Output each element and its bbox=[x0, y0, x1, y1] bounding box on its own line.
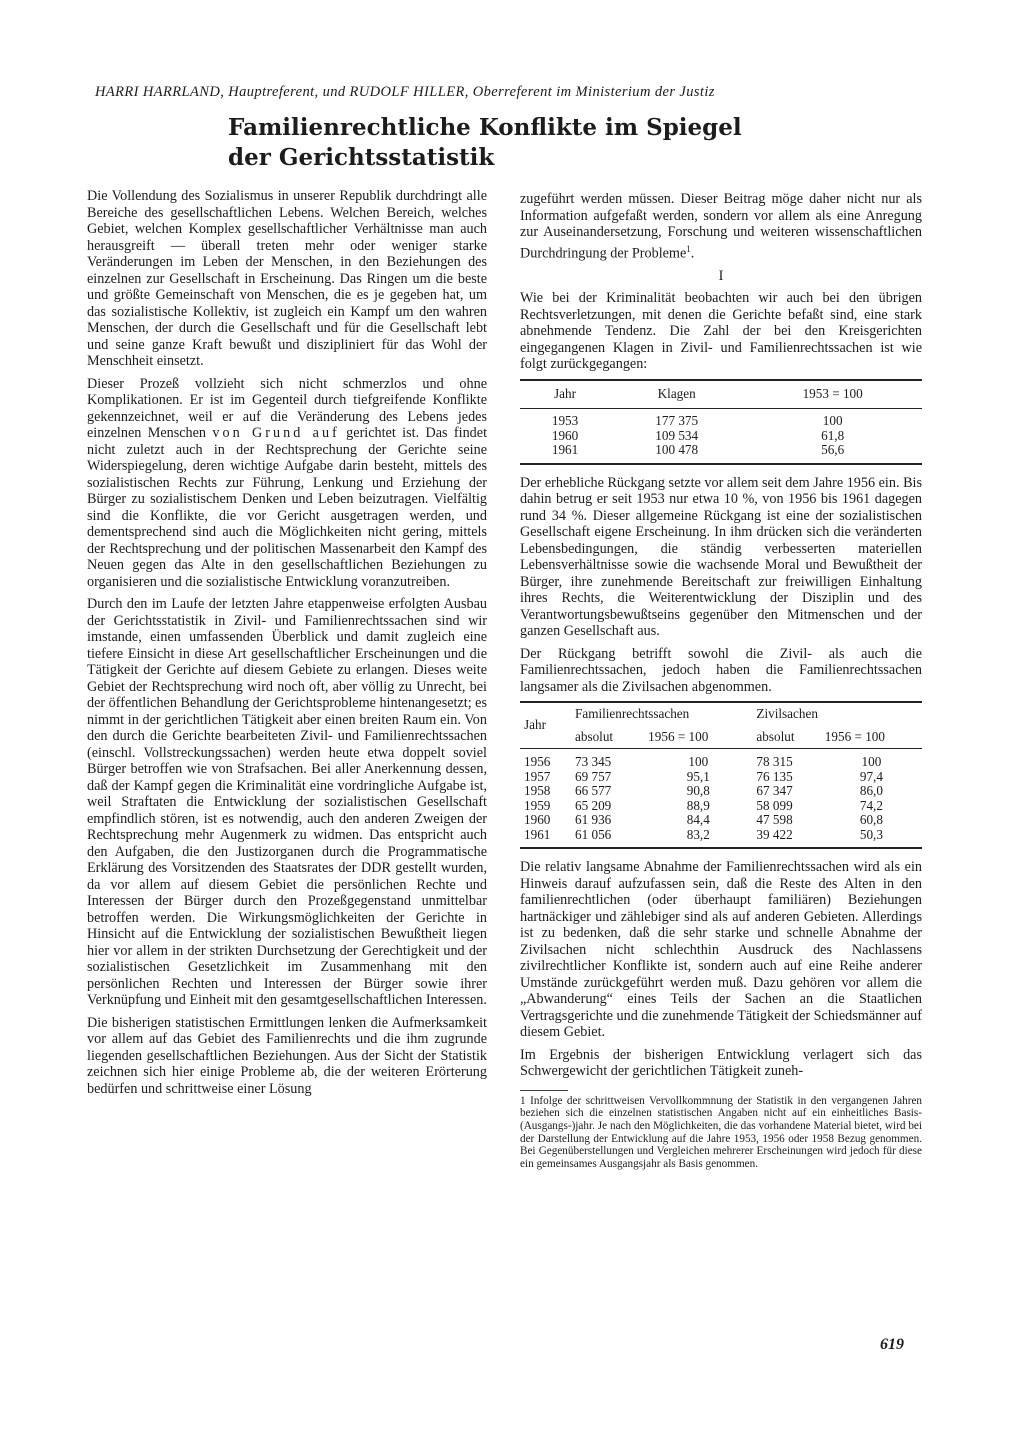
table-row bbox=[520, 770, 922, 785]
table-subheader: 1956 = 100 bbox=[648, 728, 709, 744]
table-cell: 61 936 bbox=[575, 812, 612, 828]
paragraph: Die relativ langsame Abnahme der Familienrechtssachen wird als ein Hinweis darauf aufzufassen sein, daß die Reste des Alten in den familienrechtlichen (oder überhaupt familiären) Beziehungen hartnäckiger und zählebiger sind als auf anderen Gebieten. Allerdings ist zu bedenken, daß die sehr starke und schnelle Abnahme der Zivilsachen nicht schlechthin Ausdruck des Nachlassens zivilrechtlicher Konflikte ist, sondern auch auf eine Reihe anderer Umstände zurückgeführt werden muß. Dazu gehören vor allem die „Abwanderung“ eines Teils der Sachen an die Staatlichen Vertragsgerichte und die zunehmende Tätigkeit der Schiedsmänner auf diesem Gebiet. bbox=[520, 859, 922, 1041]
paragraph: Der erhebliche Rückgang setzte vor allem seit dem Jahre 1956 ein. Bis dahin betrug er seit 1953 nur etwa 10 %, von 1956 bis 1961 dagegen rund 34 %. Dieser allgemeine Rückgang ist eine der sozialistischen Gesellschaft eigene Erscheinung. In ihm drücken sich die veränderten Lebensbedingungen, die ständig verbesserten materiellen Lebensverhältnisse sowie die wachsende Moral und Bewußtheit der Bürger, ihre zunehmende Bereitschaft zur freiwilligen Einhaltung ihres Rechts, die Weiterentwicklung der Disziplin und des Verantwortungsbewußtseins gegenüber den Mitmenschen und der ganzen Gesellschaft aus. bbox=[520, 474, 922, 640]
table-subheader: absolut bbox=[575, 728, 614, 744]
table-header: Familienrechtssachen bbox=[575, 706, 690, 722]
table-cell: 78 315 bbox=[756, 754, 793, 770]
table-cell: 1960 bbox=[524, 812, 551, 828]
section-heading: I bbox=[718, 267, 724, 284]
table-row bbox=[520, 443, 922, 464]
table-cell: 1960 bbox=[551, 427, 579, 443]
table-cell: 67 347 bbox=[756, 783, 793, 799]
footnote: 1 Infolge der schrittweisen Vervollkommnung der Statistik in den vergangenen Jahren beziehen sich die einzelnen statistischen Angaben nicht auf ein einheitliches Basis-(Ausgangs-)jahr. Je nach den Möglichkeiten, die das vorhandene Material bietet, wird bei der Darstellung der Entwicklung auf die Jahre 1953, 1956 oder 1958 Bezug genommen. Bei Gegenüberstellungen und Vergleichen mehrerer Erscheinungen wird jedoch für diese ein gemeinsames Ausgangsjahr als Basis genommen. bbox=[520, 1094, 922, 1170]
paragraph: Die bisherigen statistischen Ermittlungen lenken die Aufmerksamkeit vor allem auf das Gebiet des Familienrechts und die ihm zugrunde liegenden gesellschaftlichen Beziehungen. Aus der Sicht der Statistik zeichnen sich hier einige Probleme ab, die der weiteren Erörterung bedürfen und schrittweise einer Lösung bbox=[87, 1014, 487, 1097]
table-header: Klagen bbox=[657, 385, 696, 401]
title-line-2: der Gerichtsstatistik bbox=[228, 144, 495, 171]
table-header: Jahr bbox=[554, 385, 577, 401]
table-cell: 39 422 bbox=[756, 826, 793, 842]
title-line-1: Familienrechtliche Konflikte im Spiegel bbox=[228, 114, 742, 141]
table-cell: 69 757 bbox=[575, 768, 612, 784]
familien-zivil-table bbox=[520, 701, 922, 849]
paragraph-text: zugeführt werden müssen. Dieser Beitrag möge daher nicht nur als Information aufgefaßt werden, sondern vor allem als eine Anregung zur Auseinandersetzung, Forschung und weiteren wissenschaftlichen Durchdringung der Probleme bbox=[520, 191, 922, 262]
table-cell: 50,3 bbox=[859, 826, 883, 842]
table-cell: 61 056 bbox=[575, 826, 612, 842]
paragraph: Der Rückgang betrifft sowohl die Zivil- als auch die Familienrechtssachen, jedoch haben die Familienrechtssachen langsamer als die Zivilsachen abgenommen. bbox=[520, 645, 922, 695]
table-cell: 66 577 bbox=[575, 783, 612, 799]
table-cell: 97,4 bbox=[859, 768, 883, 784]
table-cell: 60,8 bbox=[859, 812, 883, 828]
paragraph bbox=[520, 191, 922, 262]
table-cell: 65 209 bbox=[575, 797, 612, 813]
right-column bbox=[520, 191, 922, 1176]
table-cell: 58 099 bbox=[756, 797, 793, 813]
table-cell: 100 bbox=[861, 754, 882, 770]
table-cell: 61,8 bbox=[821, 427, 845, 443]
table-header: Zivilsachen bbox=[756, 706, 818, 722]
footnote-divider bbox=[520, 1090, 568, 1091]
table-cell: 56,6 bbox=[821, 442, 845, 458]
table-subheader: 1956 = 100 bbox=[824, 728, 885, 744]
table-row bbox=[520, 749, 922, 770]
left-column bbox=[87, 188, 487, 1103]
table-header: Jahr bbox=[524, 717, 546, 733]
table-cell: 1956 bbox=[524, 754, 551, 770]
paragraph-text: . bbox=[690, 245, 695, 262]
table-cell: 47 598 bbox=[756, 812, 793, 828]
page-number: 619 bbox=[880, 1336, 904, 1353]
paragraph: Im Ergebnis der bisherigen Entwicklung verlagert sich das Schwergewicht der gerichtlichen Tätigkeit zuneh- bbox=[520, 1046, 922, 1080]
table-cell: 88,9 bbox=[686, 797, 710, 813]
paragraph-text: gerichtet ist. Das findet nicht zuletzt auch in der Rechtsprechung der Gerichte seine Widerspiegelung, deren wichtige Aufgabe darin besteht, mittels des sozialistischen Rechts zur Führung, Lenkung und Erziehung der Bürger zu sozialistischem Denken und Leben beizutragen. Vielfältig sind die Konflikte, die vor Gericht ausgetragen werden, und dementsprechend sind auch die Möglichkeiten nicht gering, mittels der Rechtsprechung und der politischen Massenarbeit den Kampf des Neuen gegen das Alte in den gesellschaftlichen Beziehungen zu organisieren und die sozialistische Entwicklung voranzutreiben. bbox=[87, 425, 488, 590]
table-cell: 84,4 bbox=[686, 812, 710, 828]
table-cell: 95,1 bbox=[686, 768, 710, 784]
spaced-emphasis: von Grund auf bbox=[212, 425, 340, 441]
table-cell: 73 345 bbox=[575, 754, 612, 770]
article-title bbox=[228, 113, 788, 173]
table-subheader: absolut bbox=[756, 728, 795, 744]
table-cell: 1958 bbox=[524, 783, 551, 799]
table-cell: 1953 bbox=[551, 413, 579, 429]
table-header: 1953 = 100 bbox=[802, 385, 863, 401]
paragraph-text: Dieser Prozeß vollzieht sich nicht schmerzlos und ohne Komplikationen. Er ist im Gegenteil durch tiefgreifende Konflikte gekennzeichnet, weil er auf die Veränderung des Lebens jedes einzelnen Menschen bbox=[87, 375, 487, 441]
footnote-reference: 1 bbox=[686, 243, 691, 254]
table-cell: 83,2 bbox=[686, 826, 710, 842]
table-cell: 74,2 bbox=[859, 797, 883, 813]
table-row bbox=[520, 828, 922, 849]
table-row bbox=[520, 799, 922, 814]
table-cell: 1961 bbox=[551, 442, 579, 458]
paragraph: Durch den im Laufe der letzten Jahre etappenweise erfolgten Ausbau der Gerichtsstatistik in Zivil- und Familienrechtssachen sind wir imstande, einen umfassenden Überblick und damit zugleich eine tiefere Einsicht in diese Art gesellschaftlicher Erscheinungen und die Tätigkeit der Gerichte auf diesem Gebiete zu erlangen. Dieses weite Gebiet der Rechtsprechung wird noch oft, aber völlig zu Unrecht, bei der öffentlichen Behandlung der Gerichtsprobleme hintenangesetzt; es nimmt in der gerichtlichen Tätigkeit aber einen breiten Raum ein. Von den durch die Gerichte bearbeiteten Zivil- und Familienrechtssachen (einschl. Vollstreckungssachen) werden heute etwa doppelt soviel Bürger betroffen wie von Strafsachen. Bei aller Anerkennung dessen, daß der Kampf gegen die Kriminalität eine vordringliche Aufgabe ist, weil Straftaten die Entwicklung der sozialistischen Gesellschaft empfindlich stören, ist es notwendig, auch den anderen Zweigen der Rechtsprechung mehr Augenmerk zu widmen. Das entspricht auch den Aufgaben, die den Justizorganen durch die Programmatische Erklärung des Vorsitzenden des Staatsrates der DDR gestellt wurden, da vor allem auf diesem Gebiet die persönlichen Rechte und Interessen der Bürger durch den Prozeßgegenstand unmittelbar betroffen werden. Die Wirkungsmöglichkeiten der Gerichte in Hinsicht auf die Entwicklung der sozialistischen Bewußtheit liegen hier vor allem in der strikten Durchsetzung der Gerechtigkeit und der sozialistischen Gesetzlichkeit im Zusammenhang mit den persönlichen Rechten und Interessen der Bürger sowie ihrer Verknüpfung und Einheit mit den gesamtgesellschaftlichen Interessen. bbox=[87, 596, 487, 1008]
table-cell: 90,8 bbox=[686, 783, 710, 799]
paragraph: Wie bei der Kriminalität beobachten wir auch bei den übrigen Rechtsverletzungen, mit denen die Gerichte befaßt sind, eine stark abnehmende Tendenz. Die Zahl der bei den Kreisgerichten eingegangenen Klagen in Zivil- und Familienrechtssachen ist wie folgt zurückgegangen: bbox=[520, 290, 922, 373]
klagen-table bbox=[520, 379, 922, 465]
table-cell: 177 375 bbox=[655, 413, 699, 429]
table-cell: 86,0 bbox=[859, 783, 883, 799]
table-cell: 100 478 bbox=[655, 442, 699, 458]
table-cell: 100 bbox=[688, 754, 709, 770]
table-row bbox=[520, 429, 922, 444]
table-cell: 1961 bbox=[524, 826, 551, 842]
table-row bbox=[520, 784, 922, 799]
author-byline: HARRI HARRLAND, Hauptreferent, und RUDOLF HILLER, Oberreferent im Ministerium der Justiz bbox=[95, 84, 715, 100]
table-cell: 1957 bbox=[524, 768, 551, 784]
table-row bbox=[520, 813, 922, 828]
table-row bbox=[520, 409, 922, 429]
table-cell: 109 534 bbox=[655, 427, 699, 443]
paragraph: Die Vollendung des Sozialismus in unserer Republik durchdringt alle Bereiche des gesellschaftlichen Lebens. Welchen Bereich, welches Gebiet, welchen Komplex gesellschaftlicher Verhältnisse man auch herausgreift — überall treten mehr oder weniger starke Veränderungen im Leben der Menschen, in den Beziehungen des einzelnen zur Gesellschaft in Erscheinung. Das Ringen um die beste und größte Gemeinschaft von Menschen, die es je gegeben hat, um das sozialistische Kollektiv, ist zugleich ein Kampf um den wahren Menschen, der durch die Gesellschaft und für die Gesellschaft lebt und seine ganze Kraft bewußt und diszipliniert für das Wohl der Menschheit einsetzt. bbox=[87, 188, 487, 369]
paragraph bbox=[87, 376, 487, 591]
table-cell: 76 135 bbox=[756, 768, 793, 784]
table-cell: 1959 bbox=[524, 797, 551, 813]
table-cell: 100 bbox=[822, 413, 843, 429]
